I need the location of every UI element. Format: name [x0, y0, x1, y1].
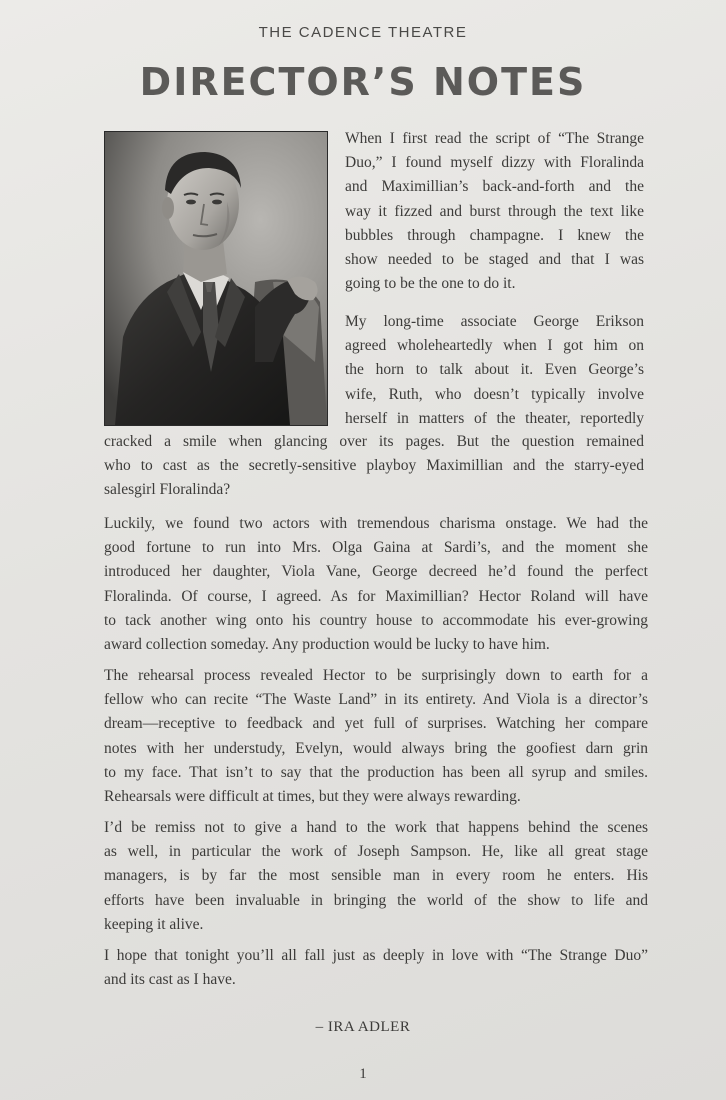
- text-line: as well, in particular the work of Joseph Sampson. He, like all great stage: [104, 843, 648, 861]
- text-line: and its cast as I have.: [104, 971, 236, 989]
- director-signature: – IRA ADLER: [315, 1019, 411, 1035]
- paragraph-5: [104, 816, 648, 937]
- text-line: keeping it alive.: [104, 915, 204, 933]
- director-photo: [104, 131, 328, 426]
- text-line: fellow who can recite “The Waste Land” in its entirety. And Viola is a director’s: [104, 691, 648, 709]
- text-line: notes with her understudy, Evelyn, would always bring the goofiest darn grin: [104, 739, 648, 757]
- text-line: wife, Ruth, who doesn’t typically involve: [345, 385, 644, 403]
- text-line: Rehearsals were difficult at times, but they were always rewarding.: [104, 788, 521, 806]
- paragraph-1: [345, 127, 644, 296]
- text-line: dream—receptive to feedback and yet full of surprises. Watching her compare: [104, 715, 648, 733]
- text-line: efforts have been invaluable in bringing the world of the show to life and: [104, 891, 648, 909]
- page-title: DIRECTOR’S NOTES: [139, 60, 587, 104]
- text-line: Luckily, we found two actors with tremendous charisma onstage. We had the: [104, 515, 648, 532]
- text-line: salesgirl Floralinda?: [104, 481, 231, 499]
- text-line: good fortune to run into Mrs. Olga Gaina at Sardi’s, and the moment she: [104, 539, 648, 557]
- text-line: the horn to talk about it. Even George’s: [345, 361, 644, 379]
- paragraph-3: [104, 512, 648, 657]
- text-line: When I first read the script of “The Strange: [345, 130, 644, 147]
- text-line: I’d be remiss not to give a hand to the work that happens behind the scenes: [104, 819, 648, 836]
- paragraph-2-continued: [104, 430, 644, 503]
- text-line: who to cast as the secretly-sensitive playboy Maximillian and the starry-eyed: [104, 457, 644, 475]
- text-line: cracked a smile when glancing over its pages. But the question remained: [104, 433, 644, 450]
- page-number: 1: [359, 1066, 367, 1082]
- text-line: I hope that tonight you’ll all fall just as deeply in love with “The Strange Duo”: [104, 947, 648, 964]
- text-line: to tack another wing onto his country house to accommodate his ever-growing: [104, 611, 648, 629]
- paragraph-4: [104, 664, 648, 809]
- text-line: to my face. That isn’t to say that the production has been all syrup and smiles.: [104, 763, 648, 781]
- text-line: introduced her daughter, Viola Vane, George decreed he’d found the perfect: [104, 563, 648, 581]
- text-line: bubbles through champagne. I knew the: [345, 226, 644, 244]
- text-line: agreed wholeheartedly when I got him on: [345, 337, 644, 355]
- text-line: going to be the one to do it.: [345, 275, 516, 293]
- text-line: award collection someday. Any production would be lucky to have him.: [104, 636, 550, 654]
- text-line: and Maximillian’s back-and-forth and the: [345, 178, 644, 196]
- paragraph-2: [345, 310, 644, 431]
- text-line: managers, is by far the most sensible man in every room he enters. His: [104, 867, 648, 885]
- text-line: herself in matters of the theater, reportedly: [345, 409, 644, 427]
- text-line: Floralinda. Of course, I agreed. As for Maximillian? Hector Roland will have: [104, 587, 648, 605]
- text-line: Duo,” I found myself dizzy with Floralinda: [345, 154, 644, 172]
- text-line: way it fizzed and burst through the text like: [345, 202, 644, 220]
- theatre-name: THE CADENCE THEATRE: [258, 24, 468, 41]
- text-line: My long-time associate George Erikson: [345, 313, 644, 330]
- text-line: show needed to be staged and that I was: [345, 251, 644, 269]
- text-line: The rehearsal process revealed Hector to be surprisingly down to earth for a: [104, 667, 648, 684]
- paragraph-6: [104, 944, 648, 992]
